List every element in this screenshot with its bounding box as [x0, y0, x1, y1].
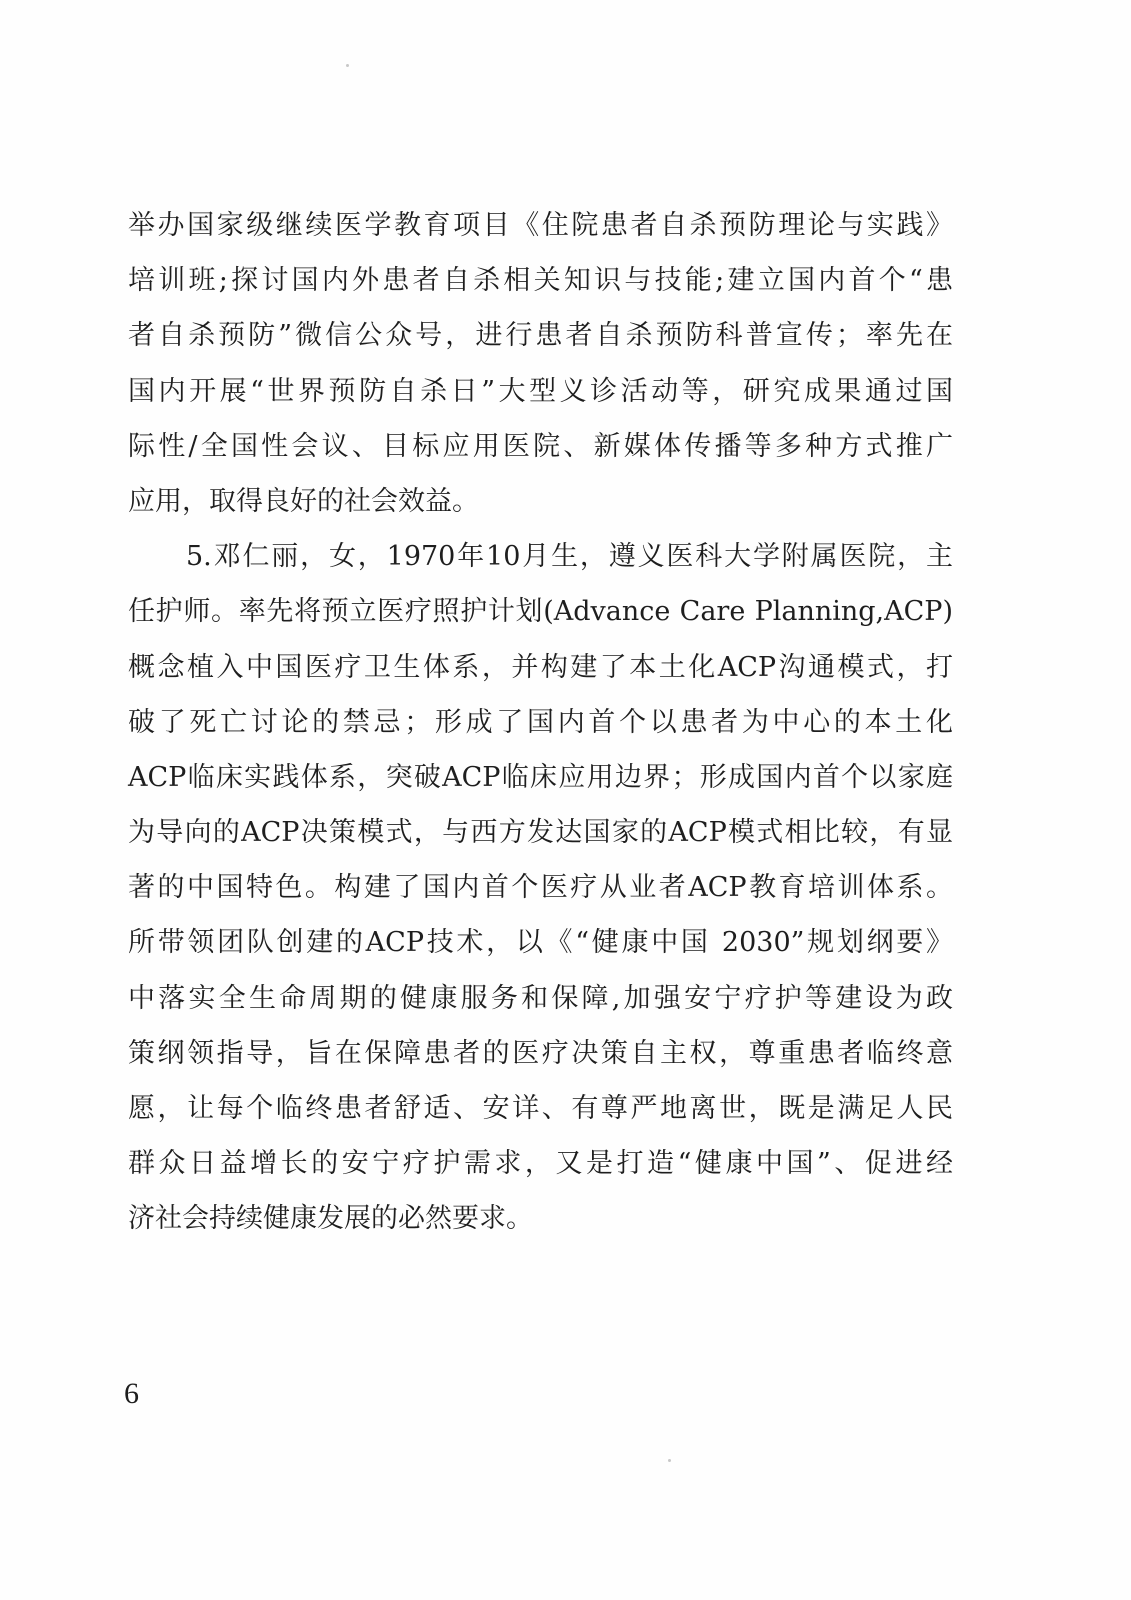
text-line: ACP临床实践体系，突破ACP临床应用边界；形成国内首个以家庭	[128, 761, 953, 793]
page-number: 6	[124, 1377, 139, 1410]
text-line: 愿，让每个临终患者舒适、安详、有尊严地离世，既是满足人民	[128, 1093, 953, 1124]
text-line: 群众日益增长的安宁疗护需求，又是打造“健康中国”、促进经	[128, 1148, 953, 1180]
paragraph-2	[128, 529, 953, 1246]
text-line: 培训班;探讨国内外患者自杀相关知识与技能;建立国内首个“患	[128, 265, 953, 297]
text-line: 国内开展“世界预防自杀日”大型义诊活动等，研究成果通过国	[128, 375, 953, 407]
body-text	[128, 198, 953, 1247]
text-line: 破了死亡讨论的禁忌；形成了国内首个以患者为中心的本土化	[128, 706, 953, 738]
paragraph-1	[128, 198, 953, 529]
text-line: 著的中国特色。构建了国内首个医疗从业者ACP教育培训体系。	[128, 872, 953, 904]
text-line: 应用，取得良好的社会效益。	[128, 485, 479, 517]
text-line: 中落实全生命周期的健康服务和保障,加强安宁疗护等建设为政	[128, 982, 953, 1014]
text-line: 所带领团队创建的ACP技术，以《“健康中国 2030”规划纲要》	[128, 927, 953, 959]
text-line: 举办国家级继续医学教育项目《住院患者自杀预防理论与实践》	[128, 210, 953, 241]
text-line: 概念植入中国医疗卫生体系，并构建了本土化ACP沟通模式，打	[128, 651, 953, 683]
text-line: 者自杀预防”微信公众号，进行患者自杀预防科普宣传；率先在	[128, 320, 953, 352]
scan-speck	[346, 64, 349, 67]
text-line: 5.邓仁丽，女，1970年10月生，遵义医科大学附属医院，主	[186, 541, 953, 573]
text-line: 为导向的ACP决策模式，与西方发达国家的ACP模式相比较，有显	[128, 817, 953, 849]
scan-speck	[668, 1459, 671, 1462]
text-line: 策纲领指导，旨在保障患者的医疗决策自主权，尊重患者临终意	[128, 1037, 953, 1069]
text-line: 任护师。率先将预立医疗照护计划(Advance Care Planning,ACP)	[128, 596, 953, 628]
text-line: 济社会持续健康发展的必然要求。	[128, 1203, 533, 1235]
text-line: 际性/全国性会议、目标应用医院、新媒体传播等多种方式推广	[128, 430, 953, 462]
